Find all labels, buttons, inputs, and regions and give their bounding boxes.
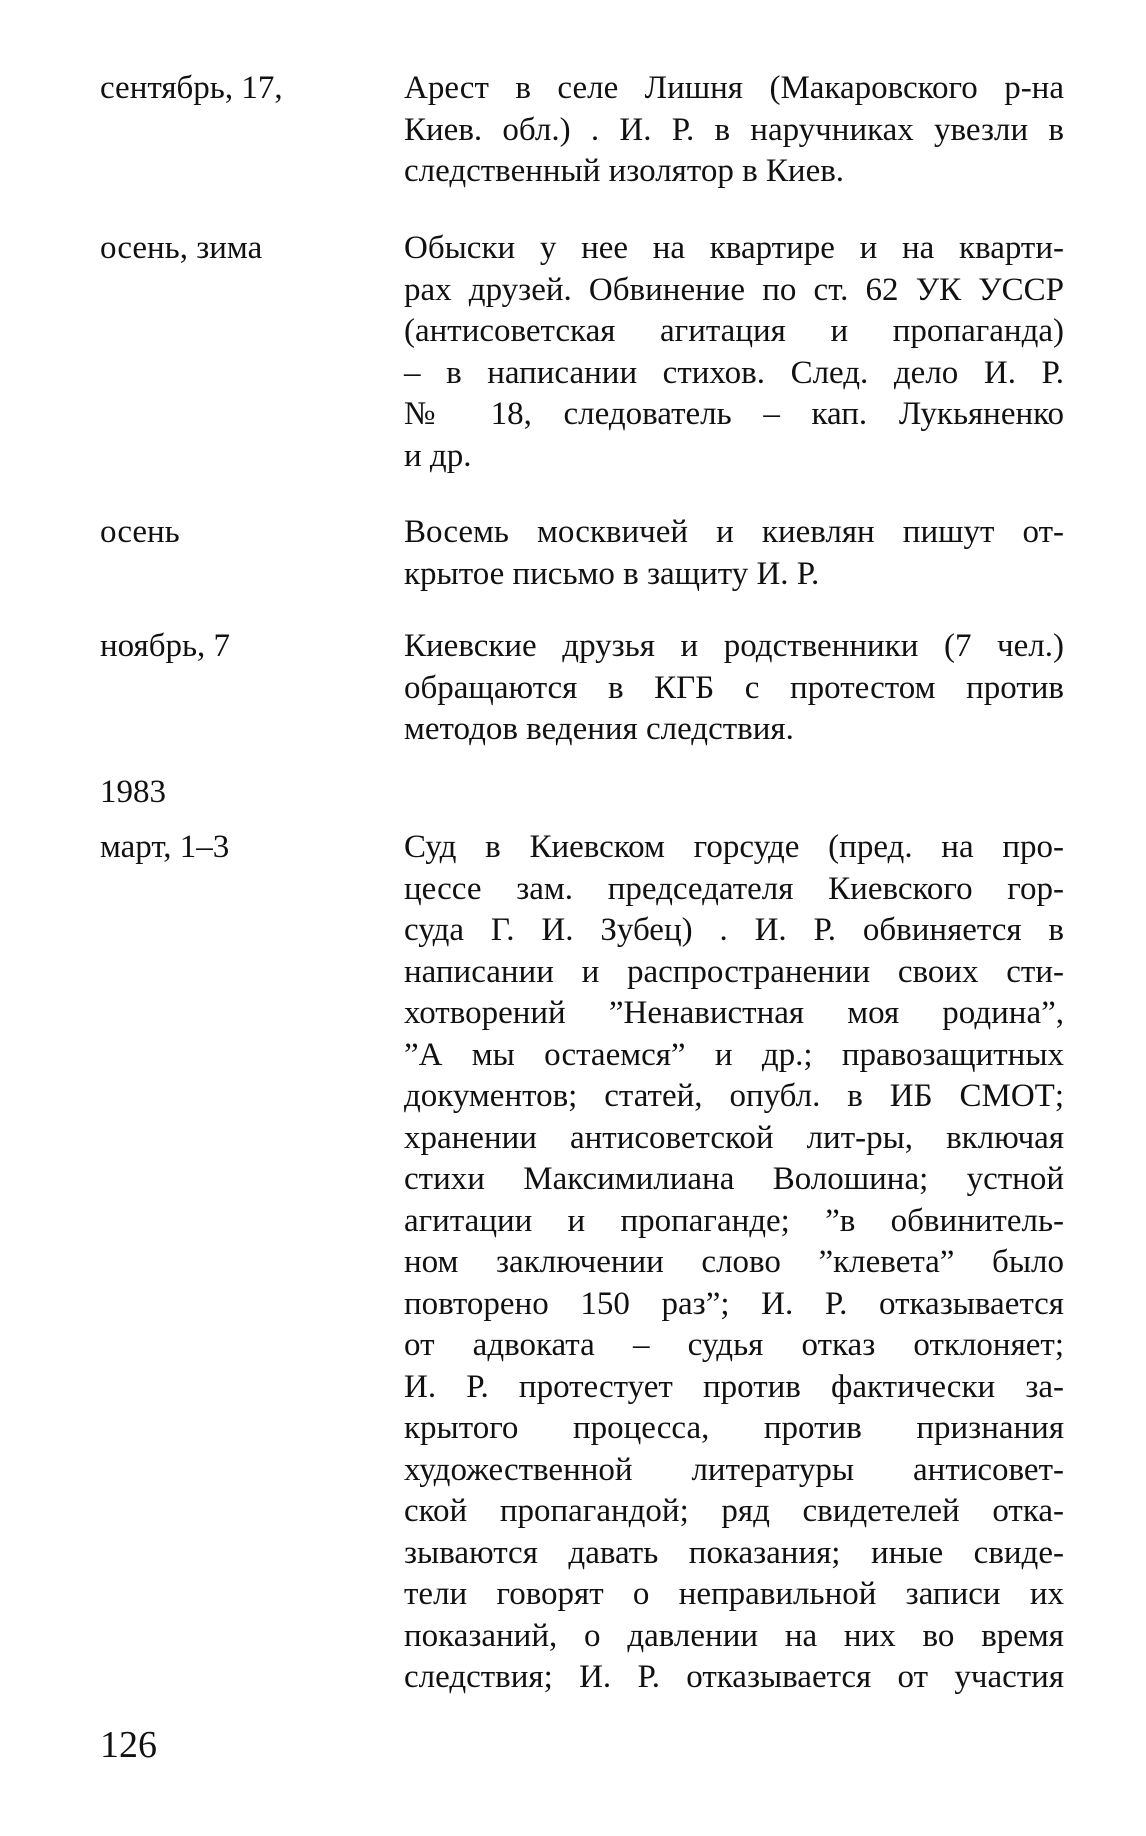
entry-line: повторено 150 раз”; И. Р. отказывается [404, 1285, 1064, 1322]
entry-line: И. Р. протестует против фактически за- [404, 1368, 1064, 1405]
entry-date: ноябрь, 7 [100, 628, 231, 664]
entry-text [404, 512, 1064, 595]
entry-line: следствия; И. Р. отказывается от участия [404, 1659, 1064, 1695]
year-heading: 1983 [100, 774, 166, 810]
entry-line: – в написании стихов. След. дело И. Р. [404, 354, 1064, 391]
entry-line: тели говорят о неправильной записи их [404, 1576, 1064, 1612]
entry-date: март, 1–3 [100, 829, 230, 865]
entry-line: ”А мы остаемся” и др.; правозащитных [404, 1036, 1064, 1073]
entry-line: суда Г. И. Зубец) . И. Р. обвиняется в [404, 912, 1064, 948]
entry-line: Восемь москвичей и киевлян пишут от- [404, 514, 1064, 550]
entry-line: крытого процесса, против признания [404, 1410, 1064, 1446]
entry-line: обращаются в КГБ с протестом против [404, 669, 1064, 706]
entry-text [404, 228, 1064, 477]
entry-line: методов ведения следствия. [404, 711, 794, 747]
entry-line: Киевские друзья и родственники (7 чел.) [404, 628, 1064, 664]
entry-line: зываются давать показания; иные свиде- [404, 1534, 1064, 1571]
page-number: 126 [100, 1724, 157, 1766]
entry-line: Суд в Киевском горсуде (пред. на про- [404, 829, 1064, 865]
entry-date: осень [100, 514, 180, 550]
entry-line: хранении антисоветской лит-ры, включая [404, 1119, 1064, 1156]
entry-line: (антисоветская агитация и пропаганда) [404, 313, 1064, 349]
entry-line: от адвоката – судья отказ отклоняет; [404, 1327, 1064, 1363]
entry-line: документов; статей, опубл. в ИБ СМОТ; [404, 1078, 1064, 1114]
entry-line: Арест в селе Лишня (Макаровского р-на [404, 70, 1064, 106]
entry-line: следственный изолятор в Киев. [404, 153, 845, 189]
entry-line: хотворений ”Ненавистная моя родина”, [404, 995, 1064, 1031]
entry-line: рах друзей. Обвинение по ст. 62 УК УССР [404, 271, 1064, 308]
entry-line: стихи Максимилиана Волошина; устной [404, 1161, 1064, 1197]
entry-text [404, 68, 1064, 193]
entry-line: Киев. обл.) . И. Р. в наручниках увезли в [404, 111, 1064, 148]
entry-line: агитации и пропаганде; ”в обвинитель- [404, 1202, 1064, 1239]
entry-line: цессе зам. председателя Киевского гор- [404, 870, 1064, 907]
entry-line: Обыски у нее на квартире и на кварти- [404, 230, 1064, 266]
entry-line: № 18, следователь – кап. Лукьяненко [404, 396, 1064, 432]
entry-date: сентябрь, 17, [100, 70, 283, 106]
entry-text [404, 827, 1064, 1699]
entry-line: показаний, о давлении на них во время [404, 1617, 1064, 1654]
entry-line: написании и распространении своих сти- [404, 953, 1064, 990]
entry-date: осень, зима [100, 230, 263, 266]
entry-line: крытое письмо в защиту И. Р. [404, 555, 820, 592]
entry-line: ном заключении слово ”клевета” было [404, 1244, 1064, 1280]
entry-line: и др. [404, 437, 472, 474]
entry-line: художественной литературы антисовет- [404, 1451, 1064, 1488]
entry-line: ской пропагандой; ряд свидетелей отка- [404, 1493, 1064, 1529]
entry-text [404, 626, 1064, 751]
